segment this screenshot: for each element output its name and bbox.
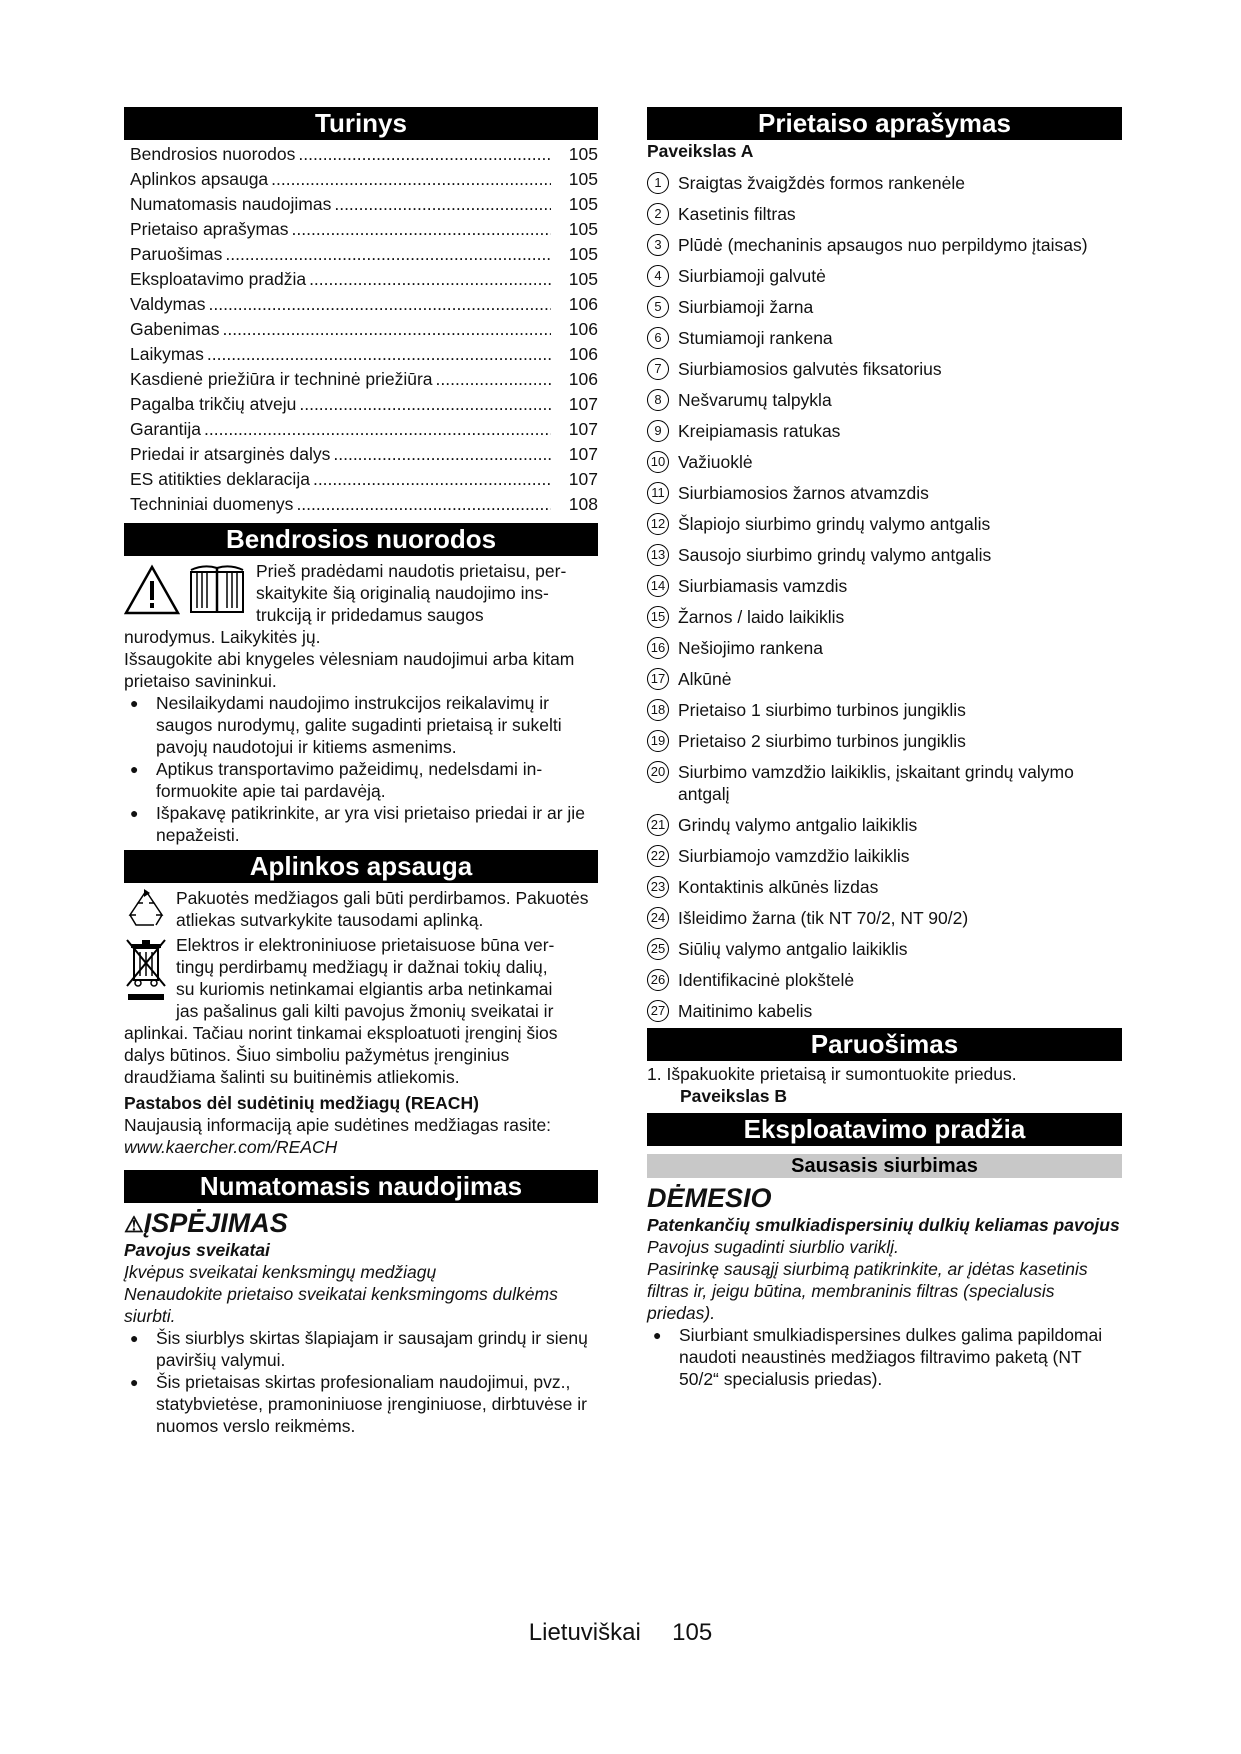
toc-entry-title: Prietaiso aprašymas: [130, 219, 289, 239]
intro-line: Prieš pradėdami naudotis prietaisu, per-: [256, 561, 567, 581]
part-item: [647, 544, 1122, 566]
part-number-badge: 8: [647, 389, 669, 411]
toc-row: [124, 467, 598, 492]
toc-leader-dots: [292, 217, 551, 242]
toc-row: [124, 342, 598, 367]
weee-block: [124, 934, 598, 1022]
toc-row: [124, 192, 598, 217]
toc-row: [124, 142, 598, 167]
part-item: [647, 814, 1122, 836]
part-item: [647, 606, 1122, 628]
part-number-badge: 7: [647, 358, 669, 380]
list-item: [124, 1371, 598, 1437]
general-heading: Bendrosios nuorodos: [124, 523, 598, 556]
part-item: [647, 845, 1122, 867]
part-label: Alkūnė: [678, 669, 732, 689]
toc-row: [124, 167, 598, 192]
toc-entry-page: 106: [568, 294, 598, 314]
part-item: [647, 876, 1122, 898]
toc-entry-title: ES atitikties deklaracija: [130, 469, 310, 489]
part-item: [647, 327, 1122, 349]
left-column: [124, 107, 598, 1437]
part-number-badge: 24: [647, 907, 669, 929]
toc-leader-dots: [225, 242, 551, 267]
part-number-badge: 6: [647, 327, 669, 349]
toc-entry-page: 107: [568, 419, 598, 439]
reach-title: Pastabos dėl sudėtinių medžiagų (REACH): [124, 1093, 479, 1113]
part-number-badge: 10: [647, 451, 669, 473]
part-number-badge: 4: [647, 265, 669, 287]
intro-line: trukciją ir pridedamus saugos: [256, 605, 484, 625]
intended-line1: Įkvėpus sveikatai kenksmingų medžiagų: [124, 1262, 437, 1282]
part-number-badge: 23: [647, 876, 669, 898]
part-number-badge: 13: [647, 544, 669, 566]
toc-entry-title: Laikymas: [130, 344, 204, 364]
part-number-badge: 1: [647, 172, 669, 194]
toc-entry-title: Paruošimas: [130, 244, 223, 264]
general-paragraph: Išsaugokite abi knygeles vėlesniam naudojimui arba kitam prietaiso savininkui.: [124, 649, 575, 691]
toc-leader-dots: [207, 342, 551, 367]
prep-step: 1. Išpakuokite prietaisą ir sumontuokite priedus.: [647, 1064, 1017, 1084]
general-intro-tail: nurodymus. Laikykitės jų.: [124, 627, 321, 647]
general-intro-lines: [256, 560, 598, 626]
part-item: [647, 451, 1122, 473]
toc-entry-title: Valdymas: [130, 294, 206, 314]
reach-text: Naujausią informaciją apie sudėtines medžiagas rasite:: [124, 1115, 552, 1135]
part-label: Prietaiso 1 siurbimo turbinos jungiklis: [678, 700, 966, 720]
bullet-dot-icon: ●: [130, 761, 139, 777]
toc-list: [124, 142, 598, 517]
crossed-bin-icon: [124, 934, 168, 1004]
part-item: [647, 761, 1122, 805]
part-item: [647, 513, 1122, 535]
start-subheading: Sausasis siurbimas: [647, 1154, 1122, 1178]
toc-leader-dots: [299, 392, 551, 417]
toc-entry-page: 105: [568, 244, 598, 264]
toc-leader-dots: [313, 467, 551, 492]
part-item: [647, 969, 1122, 991]
toc-entry-title: Aplinkos apsauga: [130, 169, 269, 189]
part-label: Nešiojimo rankena: [678, 638, 823, 658]
part-item: [647, 203, 1122, 225]
part-label: Kontaktinis alkūnės lizdas: [678, 877, 879, 897]
part-item: [647, 938, 1122, 960]
weee-tail: aplinkai. Tačiau norint tinkamai eksploatuoti įrenginį šios dalys būtinos. Šiuo simboliu pažymėtus įrenginius draudžiama šalinti su buitinėmis atliekomis.: [124, 1023, 558, 1087]
weee-line: tingų perdirbamų medžiagų ir dažnai tokių dalių,: [176, 957, 548, 977]
list-item: [124, 758, 598, 802]
part-number-badge: 26: [647, 969, 669, 991]
part-label: Maitinimo kabelis: [678, 1001, 813, 1021]
toc-leader-dots: [436, 367, 551, 392]
toc-entry-title: Priedai ir atsarginės dalys: [130, 444, 331, 464]
part-number-badge: 18: [647, 699, 669, 721]
part-number-badge: 15: [647, 606, 669, 628]
list-item-text: Išpakavę patikrinkite, ar yra visi prietaiso priedai ir ar jie nepažeisti.: [156, 803, 585, 845]
part-item: [647, 907, 1122, 929]
start-hazard: Patenkančių smulkiadispersinių dulkių keliamas pavojus: [647, 1215, 1120, 1235]
warning-icon: ⚠: [124, 1212, 144, 1237]
parts-list: [647, 172, 1122, 1022]
toc-entry-page: 105: [568, 144, 598, 164]
list-item: [647, 1324, 1122, 1390]
part-number-badge: 22: [647, 845, 669, 867]
list-item-text: Šis siurblys skirtas šlapiajam ir sausajam grindų ir sienų paviršių valymui.: [156, 1328, 588, 1370]
part-number-badge: 21: [647, 814, 669, 836]
part-item: [647, 482, 1122, 504]
recycle-block: [124, 887, 598, 934]
device-figure-label: Paveikslas A: [647, 141, 754, 161]
toc-row: [124, 217, 598, 242]
list-item-text: Siurbiant smulkiadispersines dulkes galima papildomai naudoti neaustinės medžiagos filtravimo paketą (NT 50/2“ specialusis priedas).: [679, 1325, 1103, 1389]
part-item: [647, 668, 1122, 690]
part-number-badge: 9: [647, 420, 669, 442]
toc-leader-dots: [204, 417, 551, 442]
part-label: Žarnos / laido laikiklis: [678, 607, 845, 627]
part-label: Siurbiamosios žarnos atvamzdis: [678, 483, 929, 503]
toc-row: [124, 492, 598, 517]
toc-entry-page: 105: [568, 219, 598, 239]
device-heading: Prietaiso aprašymas: [647, 107, 1122, 140]
part-item: [647, 420, 1122, 442]
weee-line: jas pašalinus gali kilti pavojus žmonių sveikatai ir: [176, 1001, 554, 1021]
part-item: [647, 730, 1122, 752]
start-heading: Eksploatavimo pradžia: [647, 1113, 1122, 1146]
start-line1: Pavojus sugadinti siurblio variklį.: [647, 1237, 899, 1257]
toc-entry-title: Bendrosios nuorodos: [130, 144, 296, 164]
list-item-text: Nesilaikydami naudojimo instrukcijos reikalavimų ir saugos nurodymų, galite sugadinti prietaisą ir sukelti pavojų naudotojui ir kitiems asmenims.: [156, 693, 562, 757]
toc-entry-title: Pagalba trikčių atveju: [130, 394, 297, 414]
warning-triangle-icon: [124, 564, 180, 616]
start-bullets: [647, 1324, 1122, 1390]
weee-line: su kuriomis netinkamai elgiantis arba netinkamai: [176, 979, 553, 999]
part-label: Stumiamoji rankena: [678, 328, 833, 348]
part-label: Siūlių valymo antgalio laikiklis: [678, 939, 908, 959]
part-number-badge: 3: [647, 234, 669, 256]
part-label: Prietaiso 2 siurbimo turbinos jungiklis: [678, 731, 966, 751]
part-number-badge: 19: [647, 730, 669, 752]
toc-leader-dots: [271, 167, 551, 192]
toc-entry-title: Gabenimas: [130, 319, 220, 339]
part-item: [647, 234, 1122, 256]
part-label: Siurbiamoji galvutė: [678, 266, 826, 286]
toc-entry-title: Numatomasis naudojimas: [130, 194, 332, 214]
page-footer: [0, 1618, 1241, 1648]
toc-leader-dots: [333, 442, 551, 467]
part-label: Išleidimo žarna (tik NT 70/2, NT 90/2): [678, 908, 969, 928]
intended-hazard: Pavojus sveikatai: [124, 1240, 270, 1260]
bullet-dot-icon: ●: [130, 1330, 139, 1346]
prep-heading: Paruošimas: [647, 1028, 1122, 1061]
recycle-icon: [124, 887, 168, 929]
reach-url: www.kaercher.com/REACH: [124, 1137, 338, 1157]
toc-row: [124, 317, 598, 342]
caution-signal: DĖMESIO: [647, 1183, 772, 1213]
intended-heading: Numatomasis naudojimas: [124, 1170, 598, 1203]
toc-entry-page: 108: [568, 494, 598, 514]
list-item: [124, 802, 598, 846]
bullet-dot-icon: ●: [130, 1374, 139, 1390]
list-item-text: Aptikus transportavimo pažeidimų, nedelsdami informuokite apie tai pardavėją.: [156, 759, 543, 801]
part-number-badge: 16: [647, 637, 669, 659]
toc-row: [124, 367, 598, 392]
part-number-badge: 14: [647, 575, 669, 597]
toc-entry-page: 107: [568, 469, 598, 489]
part-label: Nešvarumų talpykla: [678, 390, 832, 410]
bullet-dot-icon: ●: [130, 805, 139, 821]
part-number-badge: 2: [647, 203, 669, 225]
toc-row: [124, 392, 598, 417]
part-label: Siurbimo vamzdžio laikiklis, įskaitant grindų valymo antgalį: [678, 762, 1074, 804]
recycle-text: Pakuotės medžiagos gali būti perdirbamos. Pakuotės atliekas sutvarkykite tausodami aplinką.: [176, 888, 589, 930]
right-column: [647, 107, 1122, 1390]
toc-entry-page: 107: [568, 444, 598, 464]
part-label: Grindų valymo antgalio laikiklis: [678, 815, 918, 835]
toc-row: [124, 417, 598, 442]
toc-heading: Turinys: [124, 107, 598, 140]
part-number-badge: 11: [647, 482, 669, 504]
toc-entry-title: Eksploatavimo pradžia: [130, 269, 307, 289]
general-bullets: [124, 692, 598, 846]
toc-leader-dots: [223, 317, 552, 342]
footer-page-number: 105: [672, 1619, 713, 1646]
bullet-dot-icon: ●: [130, 695, 139, 711]
bullet-dot-icon: ●: [653, 1327, 662, 1343]
read-manual-book-icon: [188, 564, 246, 616]
intro-icons: [124, 560, 256, 626]
part-item: [647, 296, 1122, 318]
toc-entry-page: 105: [568, 194, 598, 214]
toc-entry-title: Kasdienė priežiūra ir techninė priežiūra: [130, 369, 433, 389]
part-item: [647, 389, 1122, 411]
part-label: Siurbiamoji žarna: [678, 297, 814, 317]
toc-entry-page: 105: [568, 169, 598, 189]
toc-row: [124, 442, 598, 467]
part-number-badge: 12: [647, 513, 669, 535]
part-label: Sraigtas žvaigždės formos rankenėle: [678, 173, 965, 193]
toc-row: [124, 267, 598, 292]
toc-row: [124, 242, 598, 267]
list-item: [124, 1327, 598, 1371]
prep-figure-label: Paveikslas B: [680, 1086, 788, 1106]
intended-line2: Nenaudokite prietaiso sveikatai kenksmingoms dulkėms siurbti.: [124, 1284, 558, 1326]
part-label: Siurbiamojo vamzdžio laikiklis: [678, 846, 910, 866]
part-label: Siurbiamasis vamzdis: [678, 576, 848, 596]
part-number-badge: 5: [647, 296, 669, 318]
toc-leader-dots: [309, 267, 551, 292]
part-label: Važiuoklė: [678, 452, 753, 472]
toc-leader-dots: [334, 192, 551, 217]
part-label: Siurbiamosios galvutės fiksatorius: [678, 359, 942, 379]
part-item: [647, 265, 1122, 287]
toc-entry-page: 106: [568, 369, 598, 389]
footer-language: Lietuviškai: [528, 1619, 641, 1646]
part-label: Identifikacinė plokštelė: [678, 970, 855, 990]
part-number-badge: 27: [647, 1000, 669, 1022]
part-label: Sausojo siurbimo grindų valymo antgalis: [678, 545, 992, 565]
part-label: Kasetinis filtras: [678, 204, 796, 224]
part-item: [647, 358, 1122, 380]
part-number-badge: 25: [647, 938, 669, 960]
toc-entry-title: Techniniai duomenys: [130, 494, 294, 514]
warning-signal: [124, 1207, 598, 1239]
part-item: [647, 172, 1122, 194]
start-line2: Pasirinkę sausąjį siurbimą patikrinkite, ar įdėtas kasetinis filtras ir, jeigu būtina, membraninis filtras (specialusis priedas).: [647, 1259, 1088, 1323]
part-item: [647, 575, 1122, 597]
toc-entry-page: 106: [568, 319, 598, 339]
general-intro: [124, 560, 598, 626]
weee-line: Elektros ir elektroniniuose prietaisuose būna ver-: [176, 935, 555, 955]
toc-leader-dots: [296, 492, 551, 517]
part-number-badge: 17: [647, 668, 669, 690]
list-item: [124, 692, 598, 758]
warning-signal-word: ĮSPĖJIMAS: [143, 1208, 288, 1238]
part-item: [647, 637, 1122, 659]
env-heading: Aplinkos apsauga: [124, 850, 598, 883]
list-item-text: Šis prietaisas skirtas profesionaliam naudojimui, pvz., statybvietėse, pramoniniuose įrenginiuose, dirbtuvėse ir nuomos verslo reikmėms.: [156, 1372, 587, 1436]
part-label: Plūdė (mechaninis apsaugos nuo perpildymo įtaisas): [678, 235, 1088, 255]
toc-leader-dots: [298, 142, 551, 167]
toc-entry-page: 107: [568, 394, 598, 414]
toc-entry-page: 106: [568, 344, 598, 364]
intended-bullets: [124, 1327, 598, 1437]
part-item: [647, 1000, 1122, 1022]
toc-entry-page: 105: [568, 269, 598, 289]
part-number-badge: 20: [647, 761, 669, 783]
part-item: [647, 699, 1122, 721]
toc-entry-title: Garantija: [130, 419, 202, 439]
toc-row: [124, 292, 598, 317]
part-label: Šlapiojo siurbimo grindų valymo antgalis: [678, 514, 991, 534]
toc-leader-dots: [209, 292, 551, 317]
part-label: Kreipiamasis ratukas: [678, 421, 841, 441]
intro-line: skaitykite šią originalią naudojimo ins-: [256, 583, 549, 603]
